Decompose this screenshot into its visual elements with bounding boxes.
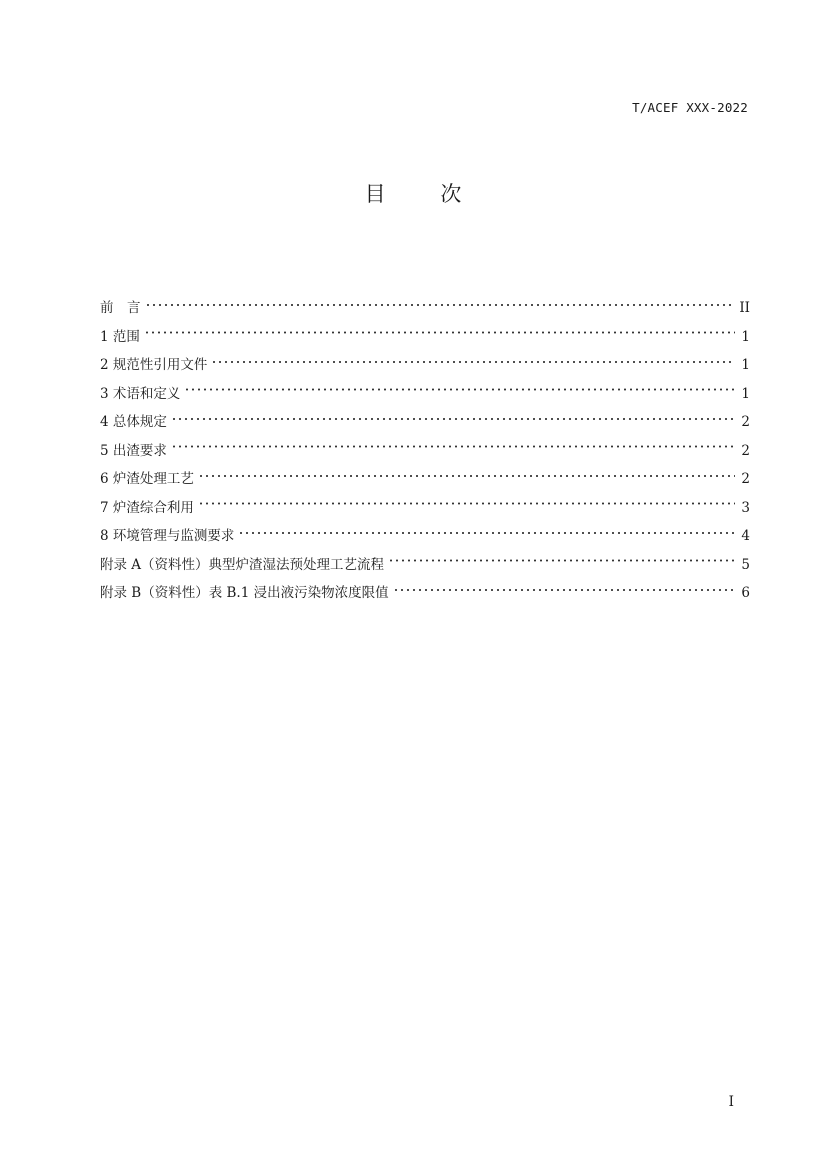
- toc-entry-general-provisions[interactable]: [100, 410, 750, 439]
- toc-entry-appendix-b[interactable]: [100, 581, 750, 610]
- toc-entry-label: 3 术语和定义: [100, 385, 181, 402]
- toc-entry-label: 5 出渣要求: [100, 442, 167, 459]
- dot-leader: [171, 415, 736, 429]
- toc-entry-page: II: [739, 300, 750, 316]
- toc-entry-scope[interactable]: [100, 325, 750, 354]
- toc-entry-label: 附录 A（资料性）典型炉渣湿法预处理工艺流程: [100, 556, 385, 573]
- toc-entry-page: 1: [741, 328, 750, 345]
- dot-leader: [145, 301, 734, 315]
- toc-entry-foreword[interactable]: [100, 296, 750, 325]
- toc-entry-label: 7 炉渣综合利用: [100, 499, 194, 516]
- dot-leader: [393, 586, 736, 600]
- toc-entry-page: 2: [741, 471, 750, 487]
- dot-leader: [388, 557, 735, 571]
- toc-entry-page: 1: [741, 357, 750, 373]
- dot-leader: [144, 329, 736, 343]
- dot-leader: [211, 358, 735, 372]
- toc-entry-label: 1 范围: [100, 328, 140, 345]
- toc-entry-label: 附录 B（资料性）表 B.1 浸出液污染物浓度限值: [100, 585, 389, 601]
- dot-leader: [198, 500, 736, 514]
- table-of-contents: [100, 296, 750, 610]
- toc-entry-page: 2: [741, 442, 750, 459]
- toc-entry-appendix-a[interactable]: [100, 553, 750, 582]
- toc-entry-page: 2: [741, 414, 750, 430]
- toc-entry-label: 6 炉渣处理工艺: [100, 471, 194, 487]
- toc-entry-page: 6: [741, 585, 750, 601]
- toc-entry-environmental-management[interactable]: [100, 524, 750, 553]
- toc-entry-slag-treatment[interactable]: [100, 467, 750, 496]
- dot-leader: [198, 472, 736, 486]
- dot-leader: [238, 529, 735, 543]
- toc-entry-label: 8 环境管理与监测要求: [100, 528, 235, 544]
- toc-entry-terms-definitions[interactable]: [100, 382, 750, 411]
- page-number: I: [728, 1094, 734, 1110]
- toc-entry-page: 4: [741, 528, 750, 544]
- toc-entry-normative-references[interactable]: [100, 353, 750, 382]
- dot-leader: [184, 386, 735, 400]
- dot-leader: [171, 443, 736, 457]
- toc-entry-label: 前 言: [100, 300, 141, 316]
- toc-entry-label: 4 总体规定: [100, 414, 167, 430]
- toc-entry-slag-discharge[interactable]: [100, 439, 750, 468]
- standard-code: T/ACEF XXX-2022: [632, 100, 748, 115]
- toc-entry-page: 5: [741, 556, 750, 573]
- toc-entry-page: 1: [741, 385, 750, 402]
- toc-entry-slag-utilization[interactable]: [100, 496, 750, 525]
- toc-entry-label: 2 规范性引用文件: [100, 357, 208, 373]
- toc-entry-page: 3: [741, 499, 750, 516]
- page-title: 目 次: [364, 182, 486, 206]
